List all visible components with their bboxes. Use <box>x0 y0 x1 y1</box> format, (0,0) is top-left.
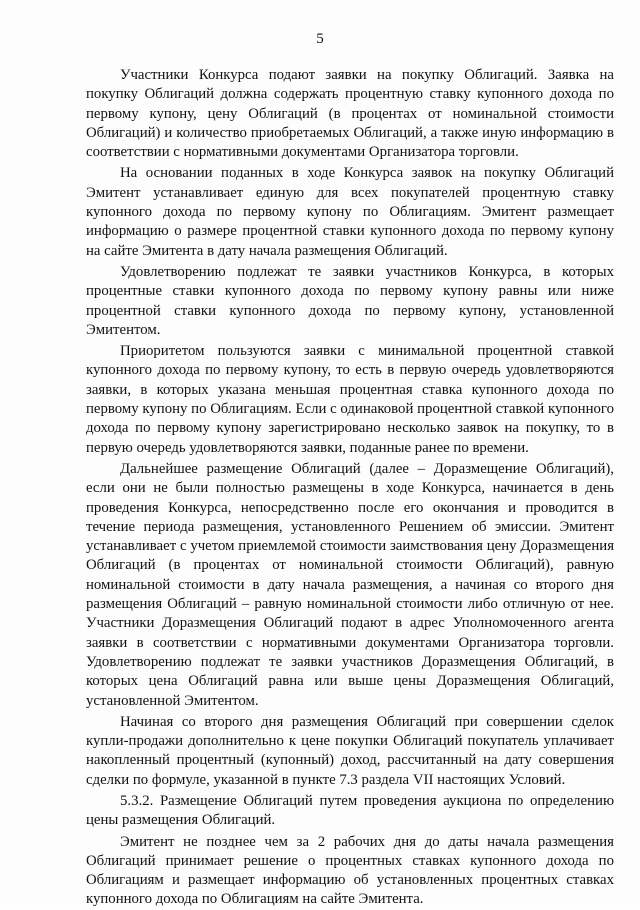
paragraph: На основании поданных в ходе Конкурса заявок на покупку Облигаций Эмитент устанавливает единую для всех покупателей процентную ставку купонного дохода по первому купону по Облигациям. Эмитент размещает информацию о размере процентной ставки купонного дохода по первому купону на сайте Эмитента в дату начала размещения Облигаций. <box>86 165 614 259</box>
paragraph: Участники Конкурса подают заявки на покупку Облигаций. Заявка на покупку Облигаций должна содержать процентную ставку купонного дохода по первому купону, цену Облигаций (в процентах от номинальной стоимости Облигаций) и количество приобретаемых Облигаций, а также иную информацию в соответствии с нормативными документами Организатора торговли. <box>86 67 614 161</box>
document-body <box>86 66 614 910</box>
section-heading-5-3-2: 5.3.2. Размещение Облигаций путем проведения аукциона по определению цены размещения Облигаций. <box>86 792 614 829</box>
paragraph: Удовлетворению подлежат те заявки участников Конкурса, в которых процентные ставки купонного дохода по первому купону равны или ниже процентной ставки купонного дохода по первому купону, установленной Эмитентом. <box>86 263 614 338</box>
paragraph: Приоритетом пользуются заявки с минимальной процентной ставкой купонного дохода по первому купону, то есть в первую очередь удовлетворяются заявки, в которых указана меньшая процентная ставка купонного дохода по первому купону по Облигациям. Если с одинаковой процентной ставкой купонного дохода по первому купону зарегистрировано несколько заявок на покупку, то в первую очередь удовлетворяются заявки, поданные ранее по времени. <box>86 343 614 456</box>
paragraph: Дальнейшее размещение Облигаций (далее – Доразмещение Облигаций), если они не были полностью размещены в ходе Конкурса, начинается в день проведения Конкурса, непосредственно после его окончания и проводится в течение периода размещения, установленного Решением об эмиссии. Эмитент устанавливает с учетом приемлемой стоимости заимствования цену Доразмещения Облигаций (в процентах от номинальной стоимости Облигаций), равную номинальной стоимости в дату начала размещения, а начиная со второго дня размещения Облигаций – равную номинальной стоимости либо отличную от нее. Участники Доразмещения Облигаций подают в адрес Уполномоченного агента заявки в соответствии с нормативными документами Организатора торговли. Удовлетворению подлежат те заявки участников Доразмещения Облигаций, в которых цена Облигаций равна или выше цены Доразмещения Облигаций, установленной Эмитентом. <box>86 460 614 709</box>
page-number: 5 <box>316 31 324 47</box>
paragraph: Эмитент не позднее чем за 2 рабочих дня до даты начала размещения Облигаций принимает решение о процентных ставках купонного дохода по Облигациям и размещает информацию об установленных процентных ставках купонного дохода по Облигациям на сайте Эмитента. <box>86 833 614 908</box>
paragraph: Начиная со второго дня размещения Облигаций при совершении сделок купли-продажи дополнительно к цене покупки Облигаций покупатель уплачивает накопленный процентный (купонный) доход, рассчитанный на дату совершения сделки по формуле, указанной в пункте 7.3 раздела VII настоящих Условий. <box>86 713 614 788</box>
